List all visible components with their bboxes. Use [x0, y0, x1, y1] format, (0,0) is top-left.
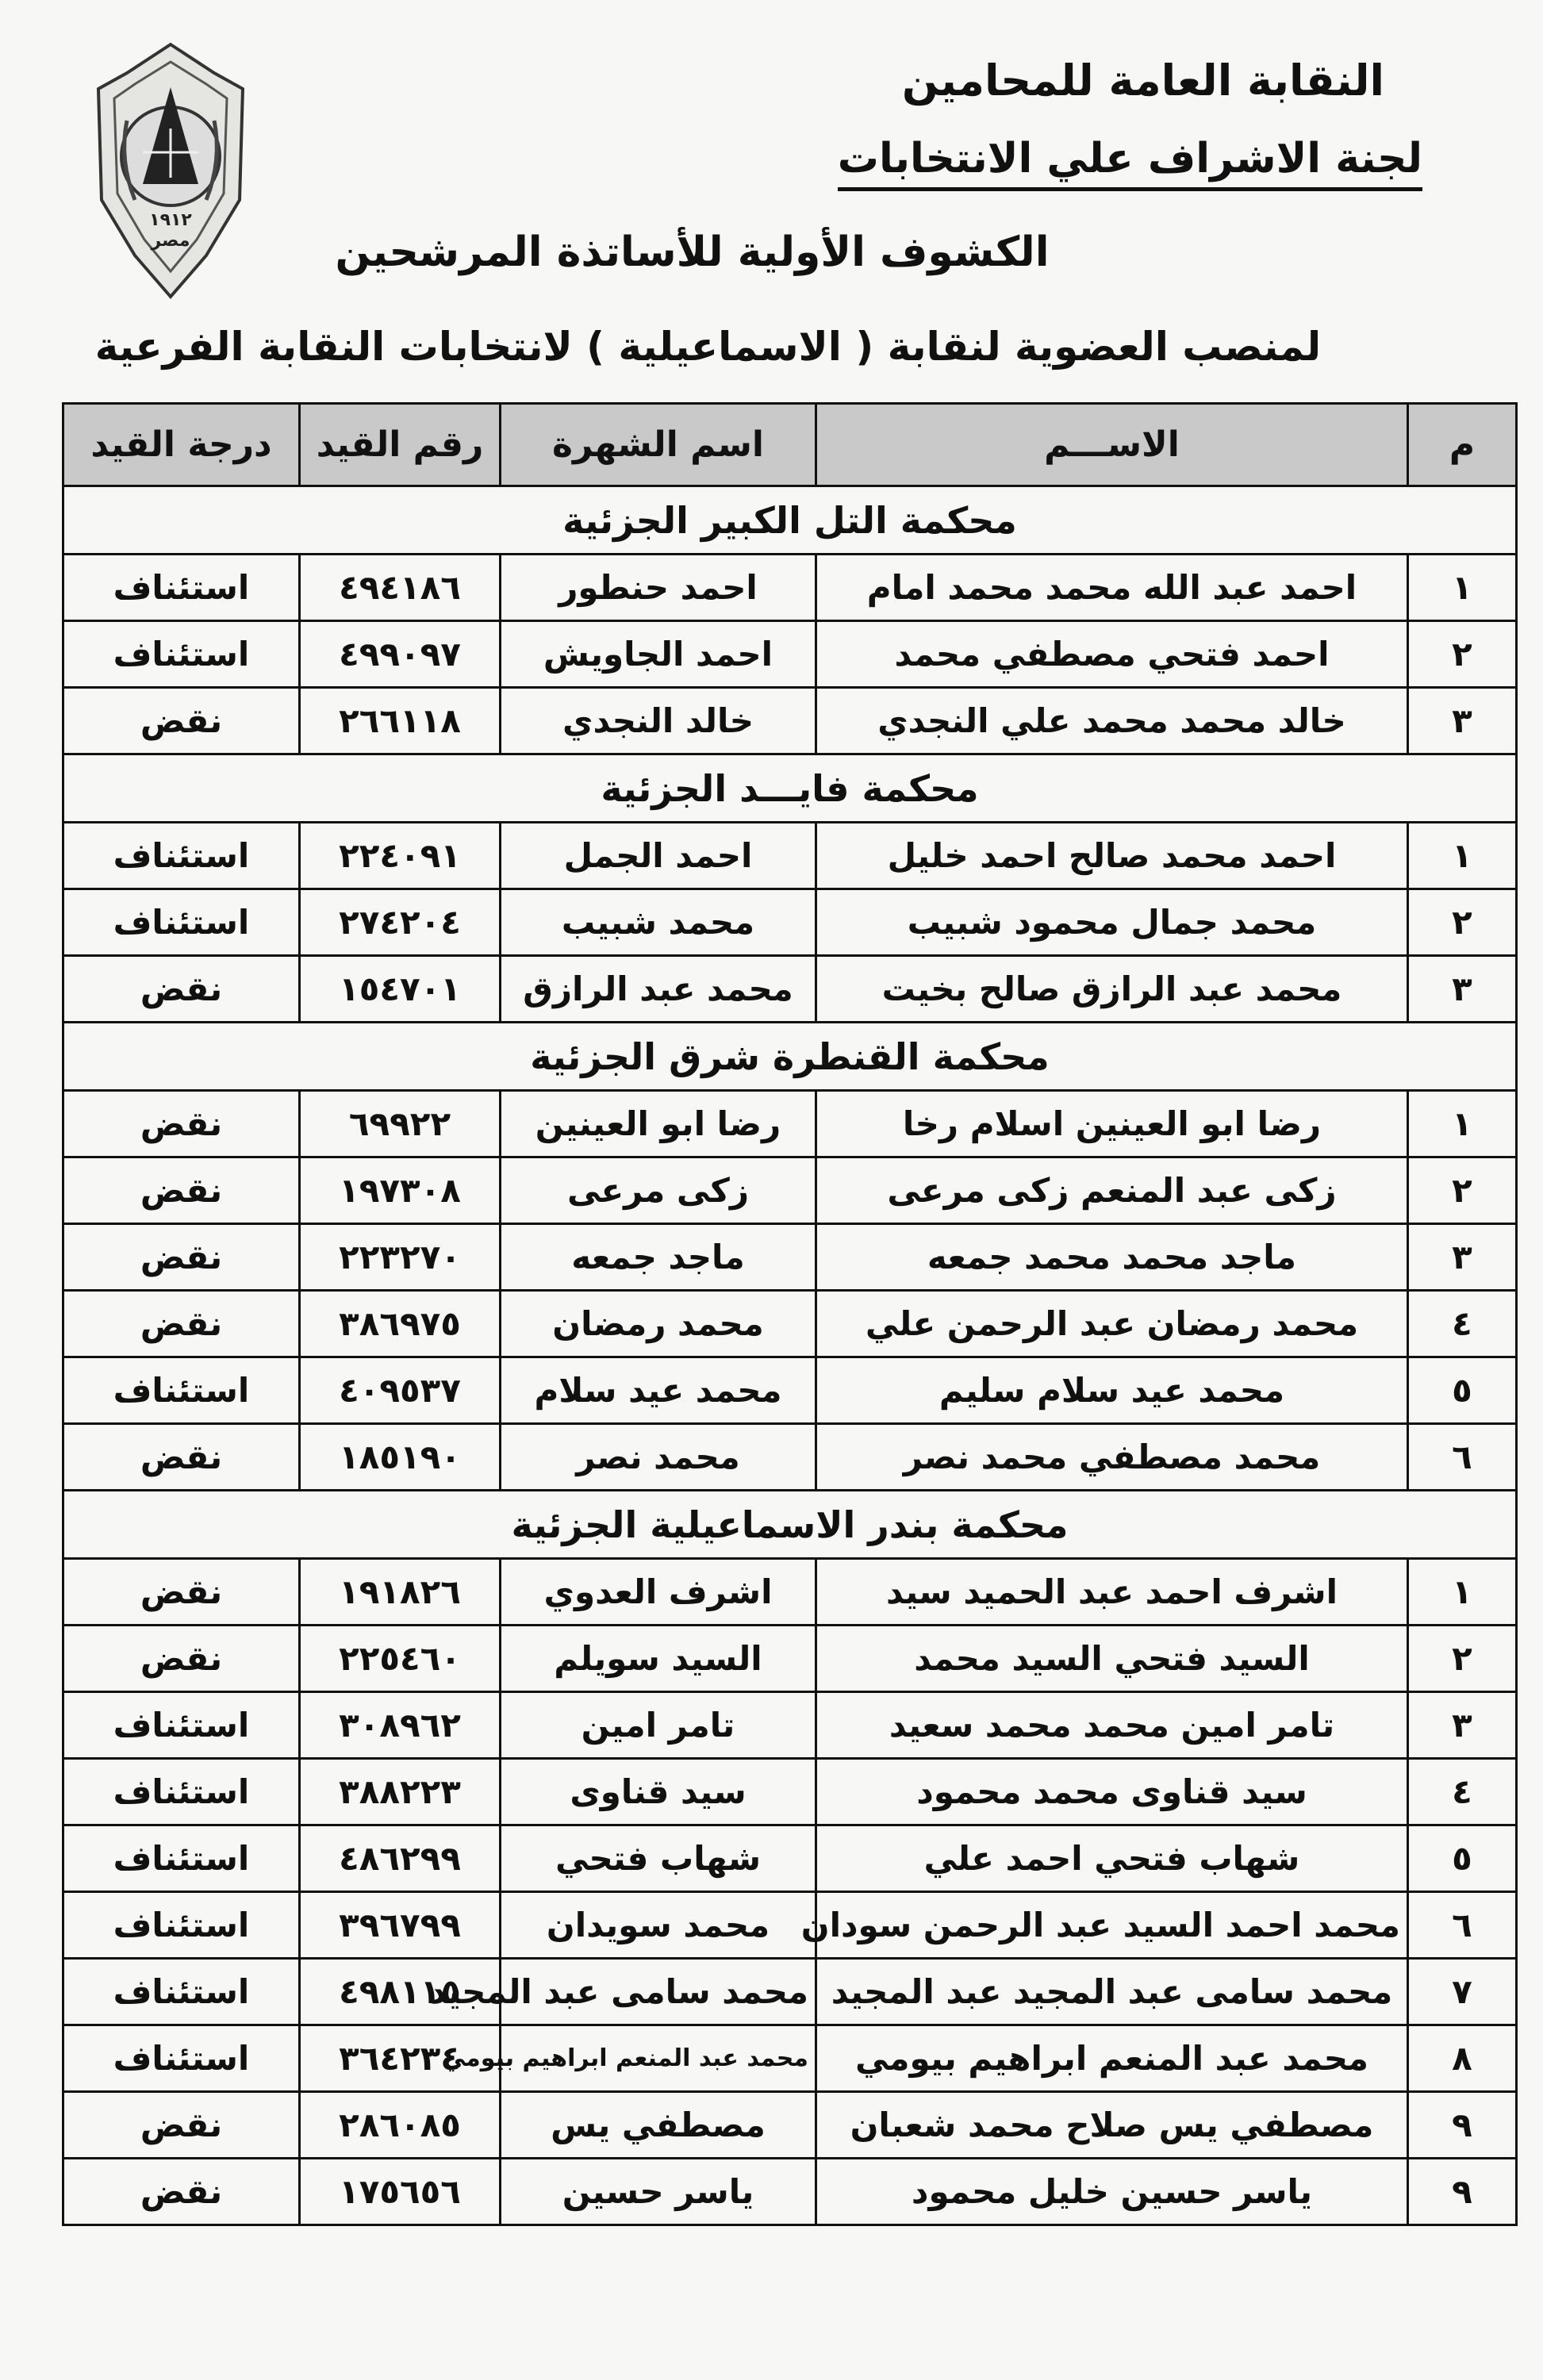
candidate-name: محمد سامى عبد المجيد عبد المجيد: [816, 1959, 1408, 2025]
table-row: [63, 1091, 1517, 1157]
table-row: [63, 2159, 1517, 2225]
row-number: ٧: [1408, 1959, 1517, 2025]
row-number: ٩: [1408, 2092, 1517, 2159]
registration-grade: استئناف: [63, 1959, 300, 2025]
committee-name: لجنة الاشراف علي الانتخابات: [838, 135, 1422, 182]
candidate-known-as: سيد قناوى: [501, 1759, 816, 1825]
candidate-known-as: احمد الجاويش: [501, 621, 816, 688]
row-number: ٣: [1408, 1224, 1517, 1291]
row-number: ٩: [1408, 2159, 1517, 2225]
candidate-known-as: السيد سويلم: [501, 1626, 816, 1692]
registration-grade: نقض: [63, 1224, 300, 1291]
candidate-known-as: محمد سامى عبد المجيد: [501, 1959, 816, 2025]
col-name: الاســـم: [816, 404, 1408, 486]
candidate-name: احمد محمد صالح احمد خليل: [816, 823, 1408, 889]
registration-grade: استئناف: [63, 2025, 300, 2092]
table-row: [63, 1424, 1517, 1491]
candidate-known-as: مصطفي يس: [501, 2092, 816, 2159]
table-row: [63, 621, 1517, 688]
row-number: ٦: [1408, 1424, 1517, 1491]
table-row: [63, 555, 1517, 621]
candidate-name: محمد مصطفي محمد نصر: [816, 1424, 1408, 1491]
table-row: [63, 2025, 1517, 2092]
table-row: [63, 1357, 1517, 1424]
court-name: محكمة القنطرة شرق الجزئية: [63, 1023, 1517, 1091]
registration-grade: نقض: [63, 1091, 300, 1157]
registration-number: ١٥٤٧٠١: [300, 956, 501, 1023]
col-reg-no: رقم القيد: [300, 404, 501, 486]
candidate-known-as: محمد رمضان: [501, 1291, 816, 1357]
candidates-table: [62, 402, 1518, 2226]
registration-grade: نقض: [63, 956, 300, 1023]
registration-grade: استئناف: [63, 823, 300, 889]
candidate-known-as: خالد النجدي: [501, 688, 816, 754]
candidate-name: احمد فتحي مصطفي محمد: [816, 621, 1408, 688]
registration-grade: استئناف: [63, 1892, 300, 1959]
candidate-name: زكى عبد المنعم زكى مرعى: [816, 1157, 1408, 1224]
col-grade: درجة القيد: [63, 404, 300, 486]
candidate-name: خالد محمد محمد علي النجدي: [816, 688, 1408, 754]
candidate-known-as: ماجد جمعه: [501, 1224, 816, 1291]
table-row: [63, 1825, 1517, 1892]
table-row: [63, 1559, 1517, 1626]
candidate-name: مصطفي يس صلاح محمد شعبان: [816, 2092, 1408, 2159]
registration-number: ٣٨٦٩٧٥: [300, 1291, 501, 1357]
row-number: ٢: [1408, 621, 1517, 688]
row-number: ١: [1408, 1559, 1517, 1626]
col-num: م: [1408, 404, 1517, 486]
row-number: ٤: [1408, 1291, 1517, 1357]
row-number: ٨: [1408, 2025, 1517, 2092]
organization-name: النقابة العامة للمحامين: [901, 56, 1384, 106]
registration-number: ٢٢٣٢٧٠: [300, 1224, 501, 1291]
candidate-name: ماجد محمد محمد جمعه: [816, 1224, 1408, 1291]
row-number: ٣: [1408, 688, 1517, 754]
registration-number: ٢٦٦١١٨: [300, 688, 501, 754]
registration-grade: نقض: [63, 688, 300, 754]
registration-grade: نقض: [63, 1559, 300, 1626]
registration-grade: نقض: [63, 1626, 300, 1692]
candidate-name: ياسر حسين خليل محمود: [816, 2159, 1408, 2225]
candidate-known-as: زكى مرعى: [501, 1157, 816, 1224]
registration-grade: نقض: [63, 1157, 300, 1224]
candidate-known-as: محمد نصر: [501, 1424, 816, 1491]
candidate-name: محمد عبد المنعم ابراهيم بيومي: [816, 2025, 1408, 2092]
registration-grade: استئناف: [63, 1692, 300, 1759]
row-number: ٥: [1408, 1357, 1517, 1424]
candidate-known-as: شهاب فتحي: [501, 1825, 816, 1892]
row-number: ٥: [1408, 1825, 1517, 1892]
registration-number: ٤٨٦٢٩٩: [300, 1825, 501, 1892]
candidate-name: سيد قناوى محمد محمود: [816, 1759, 1408, 1825]
table-row: [63, 688, 1517, 754]
candidate-name: تامر امين محمد محمد سعيد: [816, 1692, 1408, 1759]
court-section-row: [63, 754, 1517, 823]
registration-grade: نقض: [63, 1291, 300, 1357]
table-row: [63, 1759, 1517, 1825]
candidate-name: محمد جمال محمود شبيب: [816, 889, 1408, 956]
registration-number: ٣٦٤٢٣٤: [300, 2025, 501, 2092]
registration-grade: نقض: [63, 1424, 300, 1491]
table-row: [63, 2092, 1517, 2159]
table-header-row: [63, 404, 1517, 486]
candidate-name: اشرف احمد عبد الحميد سيد: [816, 1559, 1408, 1626]
registration-number: ٢٢٥٤٦٠: [300, 1626, 501, 1692]
row-number: ٤: [1408, 1759, 1517, 1825]
row-number: ٢: [1408, 1157, 1517, 1224]
table-row: [63, 956, 1517, 1023]
emblem-year: ١٩١٢: [149, 210, 192, 230]
row-number: ٣: [1408, 1692, 1517, 1759]
table-row: [63, 1692, 1517, 1759]
registration-number: ١٨٥١٩٠: [300, 1424, 501, 1491]
row-number: ١: [1408, 555, 1517, 621]
document-title: الكشوف الأولية للأساتذة المرشحين: [335, 228, 1050, 276]
registration-number: ٤٩٤١٨٦: [300, 555, 501, 621]
registration-grade: استئناف: [63, 1357, 300, 1424]
registration-number: ١٧٥٦٥٦: [300, 2159, 501, 2225]
row-number: ٣: [1408, 956, 1517, 1023]
court-section-row: [63, 1023, 1517, 1091]
candidate-known-as: احمد الجمل: [501, 823, 816, 889]
court-section-row: [63, 486, 1517, 555]
registration-grade: استئناف: [63, 621, 300, 688]
candidate-known-as: رضا ابو العينين: [501, 1091, 816, 1157]
candidate-known-as: محمد عبد المنعم ابراهيم بيومي: [501, 2025, 816, 2092]
candidate-name: محمد احمد السيد عبد الرحمن سودان: [816, 1892, 1408, 1959]
candidate-name: محمد عبد الرازق صالح بخيت: [816, 956, 1408, 1023]
table-row: [63, 1291, 1517, 1357]
registration-number: ٣٨٨٢٢٣: [300, 1759, 501, 1825]
row-number: ٢: [1408, 889, 1517, 956]
registration-grade: استئناف: [63, 555, 300, 621]
court-name: محكمة التل الكبير الجزئية: [63, 486, 1517, 555]
row-number: ١: [1408, 1091, 1517, 1157]
table-row: [63, 889, 1517, 956]
registration-grade: نقض: [63, 2092, 300, 2159]
court-name: محكمة فايـــد الجزئية: [63, 754, 1517, 823]
candidate-name: محمد رمضان عبد الرحمن علي: [816, 1291, 1408, 1357]
court-name: محكمة بندر الاسماعيلية الجزئية: [63, 1491, 1517, 1559]
registration-number: ١٩٧٣٠٨: [300, 1157, 501, 1224]
row-number: ٢: [1408, 1626, 1517, 1692]
candidate-name: محمد عيد سلام سليم: [816, 1357, 1408, 1424]
row-number: ٦: [1408, 1892, 1517, 1959]
registration-number: ١٩١٨٢٦: [300, 1559, 501, 1626]
registration-number: ٢٧٤٢٠٤: [300, 889, 501, 956]
candidate-known-as: تامر امين: [501, 1692, 816, 1759]
table-row: [63, 1892, 1517, 1959]
registration-number: ٤٩٨١١٥: [300, 1959, 501, 2025]
candidate-known-as: محمد شبيب: [501, 889, 816, 956]
candidate-name: احمد عبد الله محمد محمد امام: [816, 555, 1408, 621]
candidate-name: رضا ابو العينين اسلام رخا: [816, 1091, 1408, 1157]
registration-number: ٦٩٩٢٢: [300, 1091, 501, 1157]
candidate-known-as: محمد عيد سلام: [501, 1357, 816, 1424]
table-row: [63, 1626, 1517, 1692]
table-row: [63, 1959, 1517, 2025]
candidate-known-as: محمد عبد الرازق: [501, 956, 816, 1023]
candidate-known-as: اشرف العدوي: [501, 1559, 816, 1626]
candidate-known-as: احمد حنطور: [501, 555, 816, 621]
registration-number: ٢٨٦٠٨٥: [300, 2092, 501, 2159]
registration-grade: نقض: [63, 2159, 300, 2225]
row-number: ١: [1408, 823, 1517, 889]
registration-number: ٤٩٩٠٩٧: [300, 621, 501, 688]
candidate-known-as: محمد سويدان: [501, 1892, 816, 1959]
registration-number: ٣٩٦٧٩٩: [300, 1892, 501, 1959]
emblem-country: مصر: [151, 231, 190, 251]
registration-number: ٤٠٩٥٣٧: [300, 1357, 501, 1424]
table-row: [63, 823, 1517, 889]
candidate-name: شهاب فتحي احمد علي: [816, 1825, 1408, 1892]
registration-number: ٣٠٨٩٦٢: [300, 1692, 501, 1759]
candidate-known-as: ياسر حسين: [501, 2159, 816, 2225]
registration-grade: استئناف: [63, 1759, 300, 1825]
table-row: [63, 1224, 1517, 1291]
col-known-as: اسم الشهرة: [501, 404, 816, 486]
court-section-row: [63, 1491, 1517, 1559]
registration-grade: استئناف: [63, 1825, 300, 1892]
table-row: [63, 1157, 1517, 1224]
candidate-name: السيد فتحي السيد محمد: [816, 1626, 1408, 1692]
registration-grade: استئناف: [63, 889, 300, 956]
registration-number: ٢٢٤٠٩١: [300, 823, 501, 889]
document-subtitle: لمنصب العضوية لنقابة ( الاسماعيلية ) لانتخابات النقابة الفرعية: [94, 324, 1322, 370]
